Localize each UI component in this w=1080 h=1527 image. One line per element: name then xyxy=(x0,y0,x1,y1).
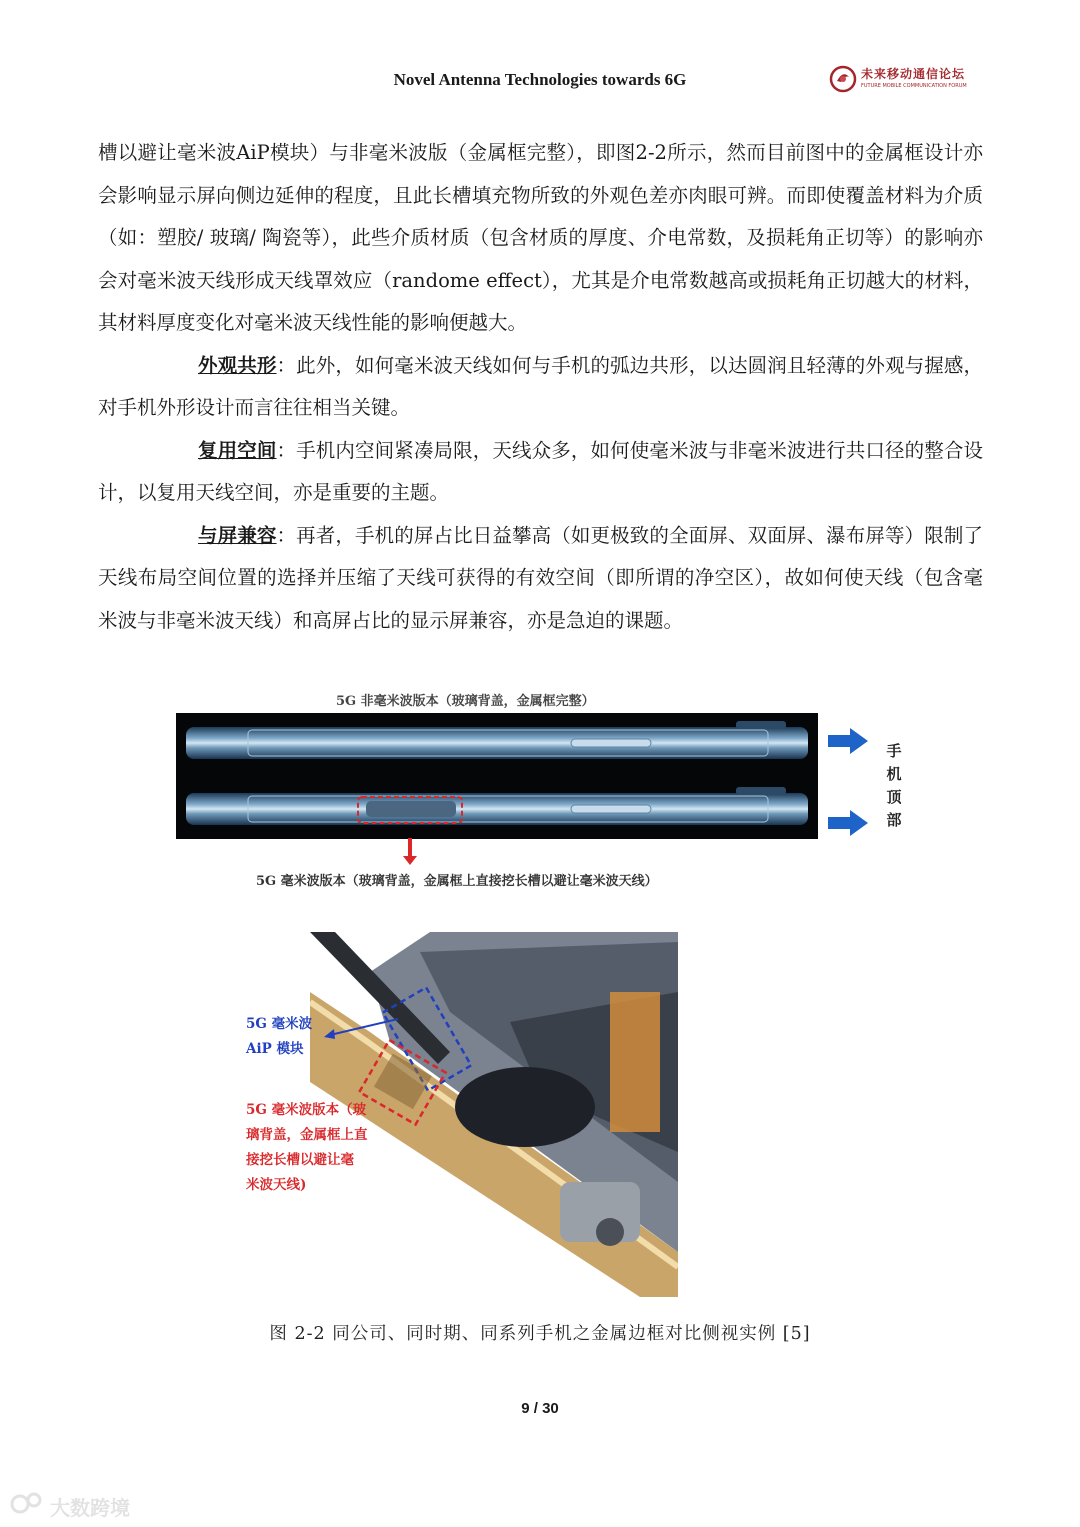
body-text xyxy=(98,132,983,642)
phone-top-char: 部 xyxy=(886,811,902,829)
phone-top-char: 顶 xyxy=(886,788,902,806)
annotation-slot xyxy=(246,1098,368,1198)
running-header-title: Novel Antenna Technologies towards 6G xyxy=(393,70,687,89)
phone-top-char: 机 xyxy=(886,765,902,783)
annotation-line: 米波天线) xyxy=(246,1177,307,1193)
annotation-aip-module xyxy=(246,1012,312,1062)
annotation-line: 璃背盖，金属框上直 xyxy=(246,1127,368,1143)
phone-side-photos xyxy=(176,713,818,839)
figure-caption: 图 2-2 同公司、同时期、同系列手机之金属边框对比侧视实例 [5] xyxy=(269,1324,811,1344)
label-mmwave: 5G 毫米波版本（玻璃背盖，金属框上直接挖长槽以避让毫米波天线） xyxy=(256,874,658,889)
keyword-reuse-space: 复用空间 xyxy=(198,438,277,462)
paragraph-2-text: ：此外，如何毫米波天线如何与手机的弧边共形，以达圆润且轻薄的外观与握感，对手机外形设计而言往往相当关键。 xyxy=(98,353,983,419)
figure-side-view xyxy=(176,688,916,888)
annotation-arrow-icon xyxy=(320,1015,400,1045)
label-non-mmwave: 5G 非毫米波版本（玻璃背盖，金属框完整） xyxy=(336,694,595,709)
annotation-line: 5G 毫米波 xyxy=(246,1016,313,1032)
phone-top-char: 手 xyxy=(886,742,902,760)
watermark-logo-icon xyxy=(10,1490,46,1518)
arrow-right-icon xyxy=(826,808,870,838)
watermark xyxy=(10,1490,150,1520)
paragraph-2 xyxy=(98,345,983,430)
watermark-text: 大数跨境 xyxy=(50,1496,130,1520)
forum-logo xyxy=(828,62,988,96)
logo-en-text: FUTURE MOBILE COMMUNICATION FORUM xyxy=(861,83,967,89)
paragraph-3-text: ：手机内空间紧凑局限，天线众多，如何使毫米波与非毫米波进行共口径的整合设计，以复用天线空间，亦是重要的主题。 xyxy=(98,438,983,504)
paragraph-4-text: ：再者，手机的屏占比日益攀高（如更极致的全面屏、双面屏、瀑布屏等）限制了天线布局空间位置的选择并压缩了天线可获得的有效空间（即所谓的净空区），故如何使天线（包含毫米波与非毫米波天线）和高屏占比的显示屏兼容，亦是急迫的课题。 xyxy=(98,523,983,632)
logo-cn-text: 未来移动通信论坛 xyxy=(861,67,966,81)
forum-logo-icon xyxy=(828,64,858,94)
paragraph-1: 槽以避让毫米波AiP模块）与非毫米波版（金属框完整），即图2-2所示，然而目前图中的金属框设计亦会影响显示屏向侧边延伸的程度，且此长槽填充物所致的外观色差亦肉眼可辨。而即使覆盖材料为介质（如：塑胶/ 玻璃/ 陶瓷等），此些介质材质（包含材质的厚度、介电常数，及损耗角正切等）的影响亦会对毫米波天线形成天线罩效应（randome effect），尤其是介电常数越高或损耗角正切越大的材料，其材料厚度变化对毫米波天线性能的影响便越大。 xyxy=(98,141,983,334)
annotation-line: 接挖长槽以避让毫 xyxy=(246,1152,354,1168)
keyword-conformal: 外观共形 xyxy=(198,353,277,377)
paragraph-4 xyxy=(98,515,983,643)
annotation-line: 5G 毫米波版本（玻 xyxy=(246,1102,367,1118)
paragraph-3 xyxy=(98,430,983,515)
annotation-line: AiP 模块 xyxy=(246,1041,304,1057)
phone-top-label xyxy=(884,740,904,832)
keyword-screen-compat: 与屏兼容 xyxy=(198,523,277,547)
phone-side-illustration xyxy=(176,713,818,839)
page-number: 9 / 30 xyxy=(521,1400,559,1417)
arrow-down-icon xyxy=(402,838,418,866)
arrow-right-icon xyxy=(826,726,870,756)
